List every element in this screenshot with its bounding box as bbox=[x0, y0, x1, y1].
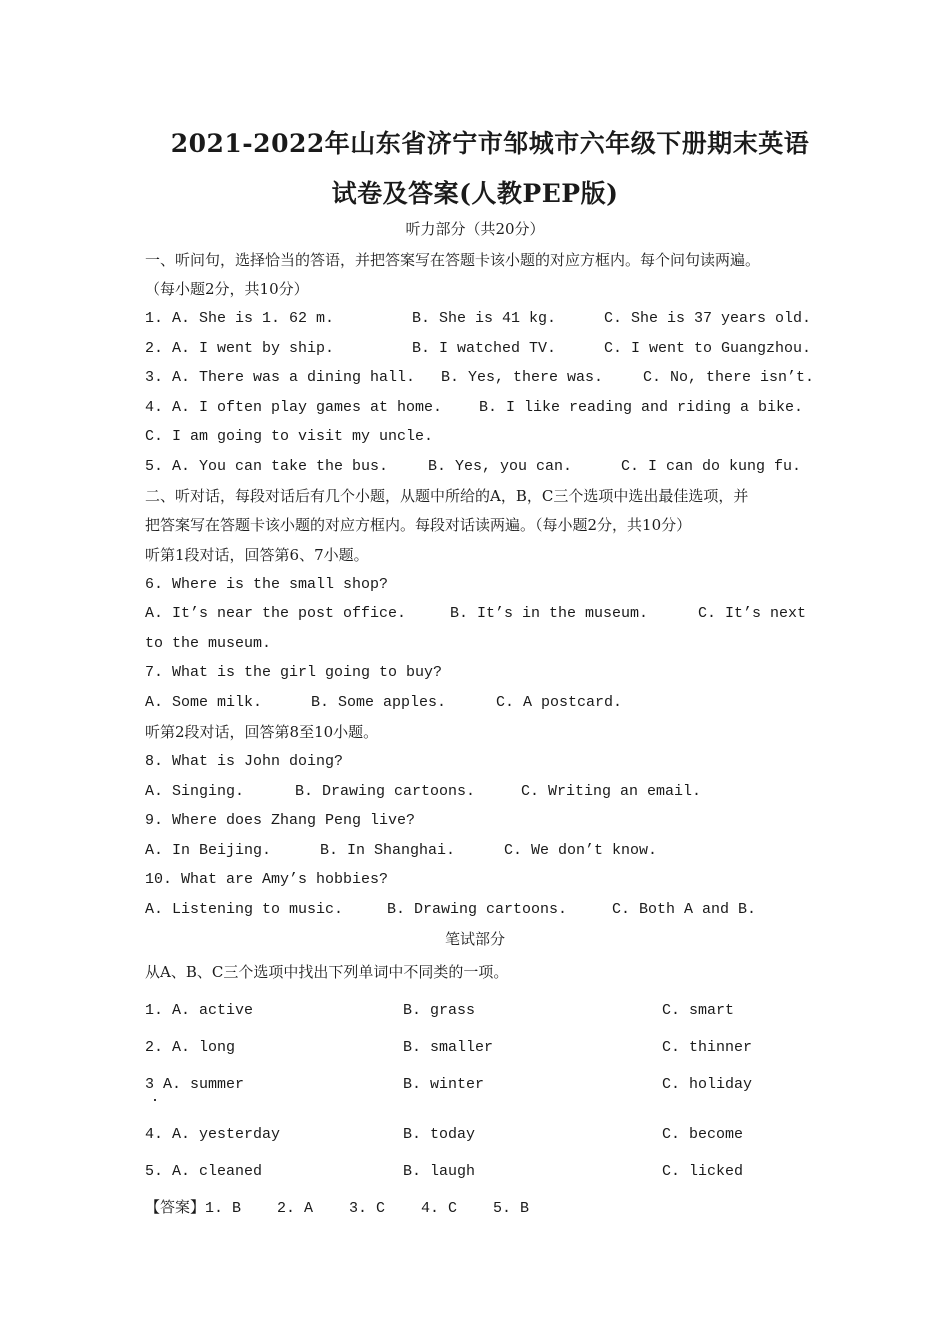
q7-option-c: C. A postcard. bbox=[496, 694, 623, 711]
q10-option-c: C. Both A and B. bbox=[612, 901, 757, 918]
word-row-2-b: B. smaller bbox=[403, 1039, 494, 1056]
word-row-1-b: B. grass bbox=[403, 1002, 476, 1019]
word-row-4-c: C. become bbox=[662, 1126, 744, 1143]
q9-option-b: B. In Shanghai. bbox=[320, 842, 456, 859]
word-row-4-b: B. today bbox=[403, 1126, 476, 1143]
q9-option-a: A. In Beijing. bbox=[145, 842, 272, 859]
q4-option-a: 4. A. I often play games at home. bbox=[145, 399, 443, 416]
word-row-5-b: B. laugh bbox=[403, 1163, 476, 1180]
stray-dot bbox=[154, 1099, 156, 1101]
q1-option-b: B. She is 41 kg. bbox=[412, 310, 557, 327]
q6-option-a: A. It’s near the post office. bbox=[145, 605, 407, 622]
q5-option-c: C. I can do kung fu. bbox=[621, 458, 802, 475]
q2-option-c: C. I went to Guangzhou. bbox=[604, 340, 812, 357]
word-row-5-c: C. licked bbox=[662, 1163, 744, 1180]
q3-option-a: 3. A. There was a dining hall. bbox=[145, 369, 416, 386]
q2-option-a: 2. A. I went by ship. bbox=[145, 340, 335, 357]
q8-option-c: C. Writing an email. bbox=[521, 783, 702, 800]
q6-option-c: C. It’s next bbox=[698, 605, 807, 622]
word-row-1-c: C. smart bbox=[662, 1002, 735, 1019]
word-row-3-c: C. holiday bbox=[662, 1076, 753, 1093]
word-row-5-a: 5. A. cleaned bbox=[145, 1163, 263, 1180]
q8-option-a: A. Singing. bbox=[145, 783, 245, 800]
q3-option-c: C. No, there isn’t. bbox=[643, 369, 815, 386]
dialog1-note: 听第1段对话，回答第6、7小题。 bbox=[145, 546, 369, 564]
dialog2-note: 听第2段对话，回答第8至10小题。 bbox=[145, 723, 379, 741]
q9-option-c: C. We don’t know. bbox=[504, 842, 658, 859]
q8-option-b: B. Drawing cartoons. bbox=[295, 783, 476, 800]
document-title-line2: 试卷及答案(人教PEP版) bbox=[331, 179, 619, 208]
word-row-1-a: 1. A. active bbox=[145, 1002, 254, 1019]
q7-stem: 7. What is the girl going to buy? bbox=[145, 664, 443, 681]
part1-instruction: 一、听问句，选择恰当的答语，并把答案写在答题卡该小题的对应方框内。每个问句读两遍。 bbox=[145, 251, 761, 269]
q7-option-a: A. Some milk. bbox=[145, 694, 263, 711]
q3-option-b: B. Yes, there was. bbox=[441, 369, 604, 386]
word-row-3-b: B. winter bbox=[403, 1076, 485, 1093]
word-row-4-a: 4. A. yesterday bbox=[145, 1126, 281, 1143]
listening-heading: 听力部分（共20分） bbox=[405, 220, 545, 238]
q4-option-c: C. I am going to visit my uncle. bbox=[145, 428, 434, 445]
q2-option-b: B. I watched TV. bbox=[412, 340, 557, 357]
q6-option-b: B. It’s in the museum. bbox=[450, 605, 649, 622]
q10-option-a: A. Listening to music. bbox=[145, 901, 344, 918]
written-instruction: 从A、B、C三个选项中找出下列单词中不同类的一项。 bbox=[145, 963, 509, 981]
part2-instruction-cont: 把答案写在答题卡该小题的对应方框内。每段对话读两遍。（每小题2分，共10分） bbox=[145, 516, 692, 534]
q1-option-c: C. She is 37 years old. bbox=[604, 310, 812, 327]
word-row-3-a: 3 A. summer bbox=[145, 1076, 245, 1093]
q5-option-b: B. Yes, you can. bbox=[428, 458, 573, 475]
q8-stem: 8. What is John doing? bbox=[145, 753, 344, 770]
word-row-2-c: C. thinner bbox=[662, 1039, 753, 1056]
q9-stem: 9. Where does Zhang Peng live? bbox=[145, 812, 416, 829]
q6-option-c-cont: to the museum. bbox=[145, 635, 272, 652]
document-title-line1: 2021-2022年山东省济宁市邹城市六年级下册期末英语 bbox=[170, 129, 810, 158]
q10-option-b: B. Drawing cartoons. bbox=[387, 901, 568, 918]
q4-option-b: B. I like reading and riding a bike. bbox=[479, 399, 804, 416]
part1-instruction-score: （每小题2分，共10分） bbox=[145, 280, 309, 298]
q5-option-a: 5. A. You can take the bus. bbox=[145, 458, 389, 475]
part2-instruction: 二、听对话，每段对话后有几个小题，从题中所给的A，B，C三个选项中选出最佳选项，并 bbox=[145, 487, 749, 505]
written-heading: 笔试部分 bbox=[444, 930, 505, 948]
q1-option-a: 1. A. She is 1. 62 m. bbox=[145, 310, 335, 327]
q6-stem: 6. Where is the small shop? bbox=[145, 576, 389, 593]
q7-option-b: B. Some apples. bbox=[311, 694, 447, 711]
word-row-2-a: 2. A. long bbox=[145, 1039, 236, 1056]
q10-stem: 10. What are Amy’s hobbies? bbox=[145, 871, 389, 888]
answer-key: 【答案】1. B 2. A 3. C 4. C 5. B bbox=[145, 1200, 530, 1217]
